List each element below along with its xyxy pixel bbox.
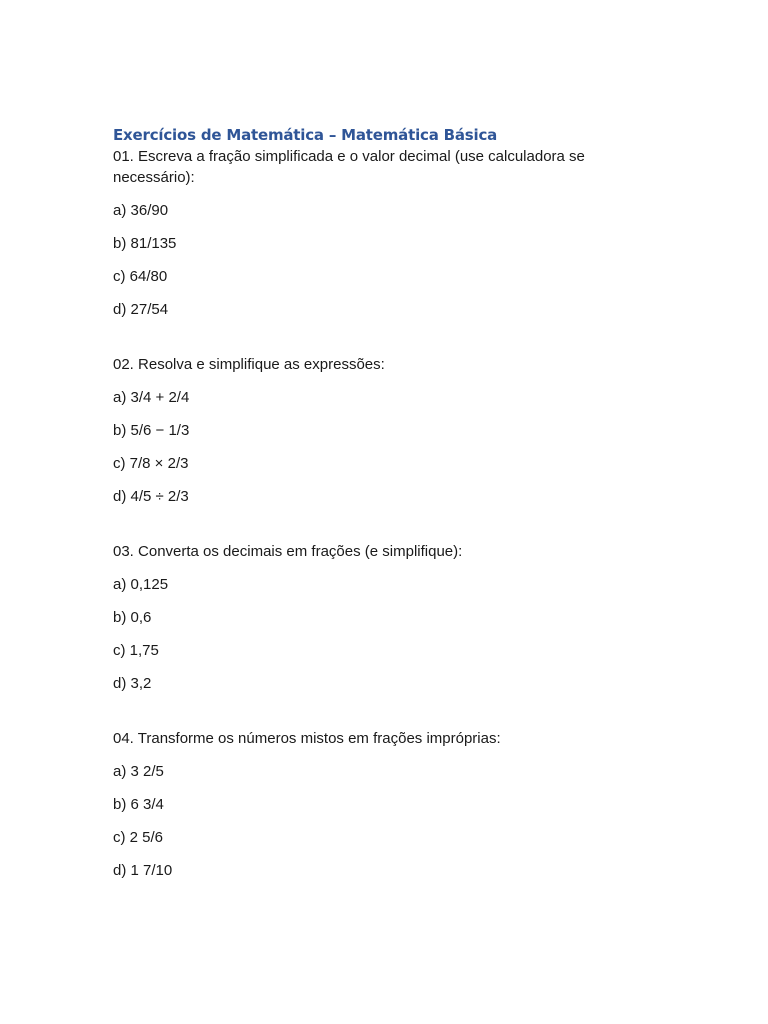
question-1-option-c: c) 64/80 [113,268,168,285]
question-1-prompt: 01. Escreva a fração simplificada e o valor decimal (use calculadora se necessário): [113,148,585,186]
question-1-option-b: b) 81/135 [113,235,177,252]
question-2-option-d: d) 4/5 ÷ 2/3 [113,488,189,505]
question-4-option-b: b) 6 3/4 [113,796,164,813]
question-3-prompt: 03. Converta os decimais em frações (e simplifique): [113,543,463,560]
question-2-prompt: 02. Resolva e simplifique as expressões: [113,356,385,373]
question-3-option-c: c) 1,75 [113,642,159,659]
question-4-option-a: a) 3 2/5 [113,763,164,780]
question-2-option-c: c) 7/8 × 2/3 [113,455,189,472]
question-4-option-c: c) 2 5/6 [113,829,164,846]
document-page [113,124,633,881]
question-4 [113,728,633,881]
question-3-option-a: a) 0,125 [113,576,169,593]
question-3-option-d: d) 3,2 [113,675,152,692]
question-1 [113,146,633,320]
question-3 [113,541,633,694]
question-2-option-b: b) 5/6 − 1/3 [113,422,190,439]
question-4-prompt: 04. Transforme os números mistos em frações impróprias: [113,730,501,747]
question-3-option-b: b) 0,6 [113,609,152,626]
question-2-option-a: a) 3/4 + 2/4 [113,389,190,406]
question-4-option-d: d) 1 7/10 [113,862,173,879]
document-title: Exercícios de Matemática – Matemática Básica [113,126,498,144]
question-2 [113,354,633,507]
question-1-option-a: a) 36/90 [113,202,169,219]
question-1-option-d: d) 27/54 [113,301,169,318]
